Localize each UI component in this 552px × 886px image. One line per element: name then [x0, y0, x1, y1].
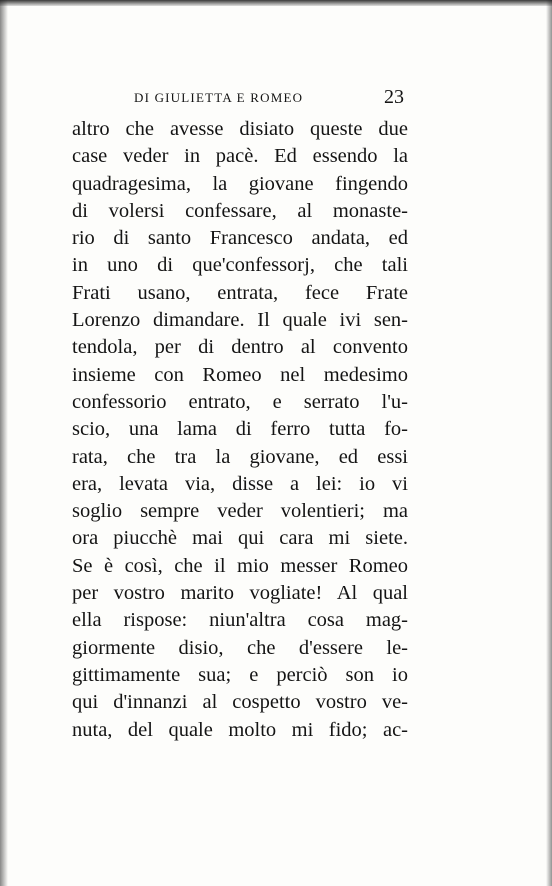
- text-line: tendola, per di dentro al convento: [72, 336, 408, 359]
- text-line: nuta, del quale molto mi fido; ac-: [72, 718, 408, 741]
- text-line: in uno di que'confessorj, che tali: [72, 254, 408, 277]
- text-line: ella rispose: niun'altra cosa mag-: [72, 609, 408, 632]
- text-line: confessorio entrato, e serrato l'u-: [72, 390, 408, 413]
- text-line: insieme con Romeo nel medesimo: [72, 363, 408, 386]
- text-line: era, levata via, disse a lei: io vi: [72, 472, 408, 495]
- body-text: [72, 116, 408, 744]
- text-line: rio di santo Francesco andata, ed: [72, 227, 408, 250]
- text-line: giormente disio, che d'essere le-: [72, 636, 408, 659]
- page-number: 23: [384, 86, 404, 108]
- running-title: DI GIULIETTA E ROMEO: [134, 90, 304, 105]
- text-line: altro che avesse disiato queste due: [72, 118, 408, 140]
- text-line: Frati usano, entrata, fece Frate: [72, 281, 408, 304]
- text-line: rata, che tra la giovane, ed essi: [72, 445, 408, 468]
- page-left-edge: [0, 0, 8, 886]
- text-line: ora piucchè mai qui cara mi siete.: [72, 527, 408, 550]
- text-line: scio, una lama di ferro tutta fo-: [72, 418, 408, 441]
- text-line: soglio sempre veder volentieri; ma: [72, 500, 408, 523]
- page-header: [134, 86, 404, 110]
- page-right-edge: [546, 0, 552, 886]
- text-line: qui d'innanzi al cospetto vostro ve-: [72, 691, 408, 714]
- text-line: gittimamente sua; e perciò son io: [72, 663, 408, 686]
- page-top-edge: [0, 0, 552, 6]
- text-line: case veder in pacè. Ed essendo la: [72, 145, 408, 168]
- text-line: Lorenzo dimandare. Il quale ivi sen-: [72, 309, 408, 332]
- text-line: Se è così, che il mio messer Romeo: [72, 554, 408, 577]
- text-line: di volersi confessare, al monaste-: [72, 199, 408, 222]
- text-line: per vostro marito vogliate! Al qual: [72, 582, 408, 605]
- text-line: quadragesima, la giovane fingendo: [72, 172, 408, 195]
